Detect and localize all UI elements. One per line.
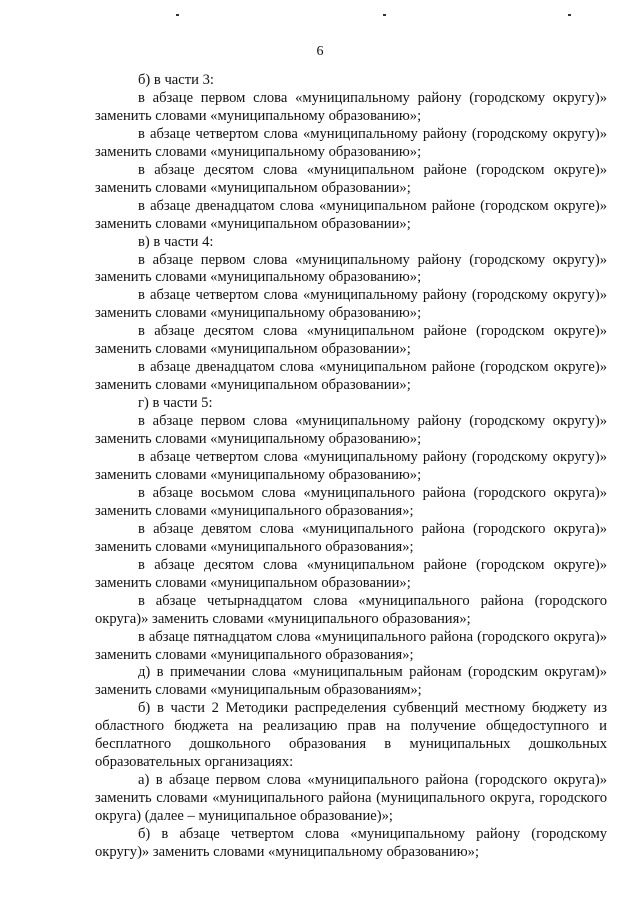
paragraph: а) в абзаце первом слова «муниципального района (городского округа)» заменить словами «муниципального района (муниципального округа, городского округа) (далее – муниципальное образование)»; [95,772,607,825]
paragraph: в абзаце первом слова «муниципальному району (городскому округу)» заменить словами «муниципальному образованию»; [95,251,607,286]
paragraph: в абзаце четвертом слова «муниципальному району (городскому округу)» заменить словами «муниципальному образованию»; [95,287,607,322]
scan-speck-middle [383,14,386,16]
paragraph: в абзаце пятнадцатом слова «муниципального района (городского округа)» заменить словами «муниципального образования»; [95,628,607,663]
paragraph: в абзаце четырнадцатом слова «муниципального района (городского округа)» заменить словами «муниципального образования»; [95,592,607,627]
paragraph-part-4-heading: в) в части 4: [138,233,214,250]
paragraph: в абзаце десятом слова «муниципальном районе (городском округе)» заменить словами «муниципальном образовании»; [95,161,607,196]
paragraph-note: д) в примечании слова «муниципальным районам (городским округам)» заменить словами «муниципальным образованиям»; [95,664,607,699]
scan-speck-left [176,14,179,16]
page-number: 6 [316,44,324,59]
paragraph: в абзаце четвертом слова «муниципальному району (городскому округу)» заменить словами «муниципальному образованию»; [95,125,607,160]
paragraph: в абзаце двенадцатом слова «муниципальном районе (городском округе)» заменить словами «муниципальном образовании»; [95,197,607,232]
paragraph-part-5-heading: г) в части 5: [138,395,213,412]
paragraph: в абзаце первом слова «муниципальному району (городскому округу)» заменить словами «муниципальному образованию»; [95,413,607,448]
paragraph: б) в абзаце четвертом слова «муниципальному району (городскому округу)» заменить словами «муниципальному образованию»; [95,826,607,860]
paragraph: в абзаце десятом слова «муниципальном районе (городском округе)» заменить словами «муниципальном образовании»; [95,323,607,358]
paragraph-part-3-heading: б) в части 3: [138,72,214,88]
paragraph: в абзаце двенадцатом слова «муниципальном районе (городском округе)» заменить словами «муниципальном образовании»; [95,359,607,394]
paragraph: в абзаце девятом слова «муниципального района (городского округа)» заменить словами «муниципального образования»; [95,520,607,555]
paragraph: в абзаце первом слова «муниципальному району (городскому округу)» заменить словами «муниципальному образованию»; [95,89,607,124]
paragraph-methodology-heading: б) в части 2 Методики распределения субвенций местному бюджету из областного бюджета на реализацию прав на получение общедоступного и бесплатного дошкольного образования в муниципальных дошкольных образовательных организациях: [95,700,607,771]
document-body [95,72,607,862]
paragraph: в абзаце четвертом слова «муниципальному району (городскому округу)» заменить словами «муниципальному образованию»; [95,449,607,483]
scan-speck-right [568,14,571,16]
paragraph: в абзаце восьмом слова «муниципального района (городского округа)» заменить словами «муниципального образования»; [95,484,607,519]
paragraph: в абзаце десятом слова «муниципальном районе (городском округе)» заменить словами «муниципальном образовании»; [95,556,607,591]
